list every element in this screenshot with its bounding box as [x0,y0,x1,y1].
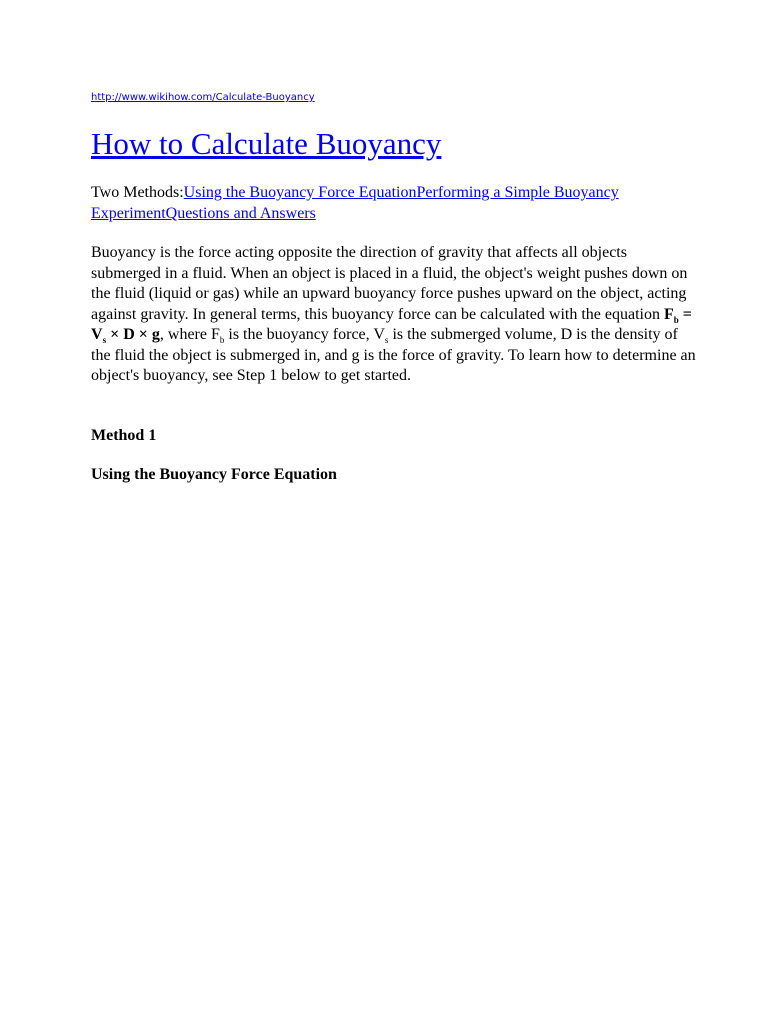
method-heading: Using the Buoyancy Force Equation [91,466,337,483]
eq-d: D [123,326,135,343]
eq-times-1: × [106,326,124,343]
paragraph-text-4: is the submerged volume, D is the density of the fluid the object is submerged in, and g is the force of gravity. To learn how to determine an object's buoyancy, see Step 1 below to get started. [91,326,696,384]
methods-intro [91,182,691,224]
paragraph-text-1: Buoyancy is the force acting opposite the direction of gravity that affects all objects submerged in a fluid. When an object is placed in a fluid, the object's weight pushes down on the fluid (liquid or gas) while an upward buoyancy force pushes upward on the object, acting against gravity. In general terms, this buoyancy force can be calculated with the equation [91,244,688,323]
method-link-simple-experiment[interactable]: Performing a Simple Buoyancy Experiment [91,184,619,222]
eq-f-sub: b [673,314,679,325]
paragraph-sub-fb: b [219,335,225,346]
page-title[interactable]: How to Calculate Buoyancy [91,126,442,161]
intro-paragraph [91,243,696,387]
paragraph-text-3: is the buoyancy force, V [224,326,385,343]
eq-g: g [151,326,160,343]
methods-label: Two Methods: [91,184,184,201]
source-url-link[interactable]: http://www.wikihow.com/Calculate-Buoyancy [91,92,315,103]
eq-v-sub: s [102,335,107,346]
eq-f: F [663,305,674,323]
eq-equals: = [678,305,692,323]
paragraph-text-2: , where F [159,326,220,343]
method-number-label: Method 1 [91,427,157,444]
eq-times-2: × [134,326,152,343]
paragraph-sub-vs: s [384,335,389,346]
eq-v: V [91,326,103,343]
method-link-buoyancy-force-equation[interactable]: Using the Buoyancy Force Equation [183,184,417,201]
method-link-questions-answers[interactable]: Questions and Answers [165,205,316,222]
